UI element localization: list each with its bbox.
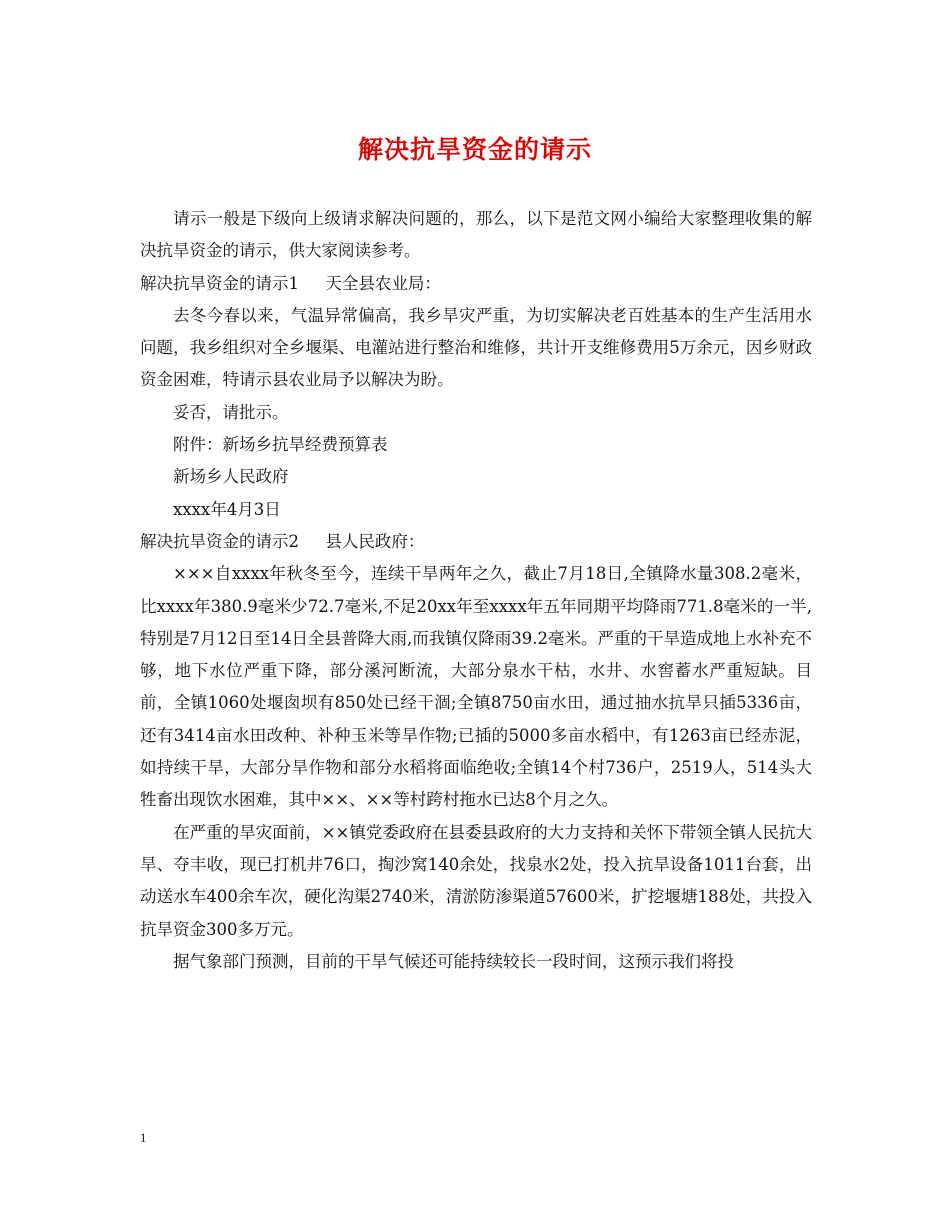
document-body	[140, 203, 812, 978]
section2-heading-line	[140, 526, 812, 558]
intro-paragraph: 请示一般是下级向上级请求解决问题的，那么，以下是范文网小编给大家整理收集的解决抗旱资金的请示，供大家阅读参考。	[140, 209, 812, 261]
section1-closing: 妥否，请批示。	[173, 402, 289, 422]
section1-signer: 新场乡人民政府	[173, 467, 289, 487]
section1-body-paragraph: 去冬今春以来，气温异常偏高，我乡旱灾严重，为切实解决老百姓基本的生产生活用水问题，我乡组织对全乡堰渠、电灌站进行整治和维修，共计开支维修费用5万余元，因乡财政资金困难，特请示县农业局予以解决为盼。	[140, 305, 812, 390]
section2-paragraph-3: 据气象部门预测，目前的干旱气候还可能持续较长一段时间，这预示我们将投	[173, 951, 734, 971]
section1-addressee: 天全县农业局：	[325, 273, 441, 293]
section2-heading: 解决抗旱资金的请示2	[140, 531, 299, 551]
page-number: 1	[140, 1130, 147, 1145]
section1-date: xxxx年4月3日	[173, 499, 281, 519]
section1-heading-line	[140, 268, 812, 300]
section1-heading: 解决抗旱资金的请示1	[140, 273, 299, 293]
section1-attachment: 附件：新场乡抗旱经费预算表	[173, 435, 388, 455]
section2-addressee: 县人民政府：	[325, 531, 425, 551]
section2-paragraph-1: ×××自xxxx年秋冬至今，连续干旱两年之久，截止7月18日,全镇降水量308.2毫米，比xxxx年380.9毫米少72.7毫米,不足20xx年至xxxx年五年同期平均降雨771.8毫米的一半,特别是7月12日至14日全县普降大雨,而我镇仅降雨39.2毫米。严重的干旱造成地上水补充不够，地下水位严重下降，部分溪河断流，大部分泉水干枯，水井、水窖蓄水严重短缺。目前，全镇1060处堰囱坝有850处已经干涸;全镇8750亩水田，通过抽水抗旱只插5336亩，还有3414亩水田改种、补种玉米等旱作物;已插的5000多亩水稻中，有1263亩已经赤泥，如持续干旱，大部分旱作物和部分水稻将面临绝收;全镇14个村736户，2519人，514头大牲畜出现饮水困难，其中××、××等村跨村拖水已达8个月之久。	[140, 564, 812, 810]
section2-paragraph-2: 在严重的旱灾面前，××镇党委政府在县委县政府的大力支持和关怀下带领全镇人民抗大旱、夺丰收，现已打机井76口，掏沙窝140余处，找泉水2处，投入抗旱设备1011台套，出动送水车400余车次，硬化沟渠2740米，清淤防渗渠道57600米，扩挖堰塘188处，共投入抗旱资金300多万元。	[140, 822, 812, 939]
document-title: 解决抗旱资金的请示	[357, 135, 592, 164]
